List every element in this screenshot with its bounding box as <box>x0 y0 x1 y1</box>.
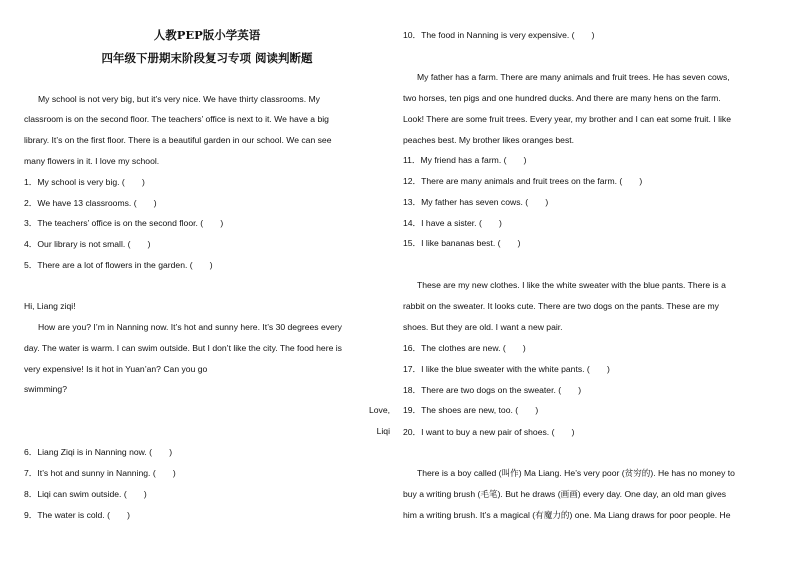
passage5-line: him a writing brush. It’s a magical (有魔力的) one. Ma Liang draws for poor people. He <box>403 510 731 520</box>
question-item: 5．There are a lot of flowers in the garden. ( ) <box>24 260 213 270</box>
passage2-line: swimming? <box>24 384 67 394</box>
question-item: 15．I like bananas best. ( ) <box>403 238 521 248</box>
question-item: 16．The clothes are new. ( ) <box>403 343 526 353</box>
worksheet-subtitle: 四年级下册期末阶段复习专项 阅读判断题 <box>101 51 313 65</box>
question-item: 18．There are two dogs on the sweater. ( ) <box>403 385 582 395</box>
passage1-line: classroom is on the second floor. The teachers’ office is next to it. We have a big <box>24 114 329 124</box>
passage1-line: My school is not very big, but it’s very nice. We have thirty classrooms. My <box>38 94 320 104</box>
passage3-line: Look! There are some fruit trees. Every year, my brother and I can eat some fruit. I like <box>403 114 731 124</box>
letter-signature: Liqi <box>376 426 390 436</box>
passage5-line: buy a writing brush (毛笔). But he draws (画画) every day. One day, an old man gives <box>403 489 727 499</box>
passage4-line: These are my new clothes. I like the white sweater with the blue pants. There is a <box>417 280 726 290</box>
question-item: 13．My father has seven cows. ( ) <box>403 197 549 207</box>
question-item: 12．There are many animals and fruit trees on the farm. ( ) <box>403 176 643 186</box>
question-item: 6．Liang Ziqi is in Nanning now. ( ) <box>24 447 173 457</box>
question-item: 2．We have 13 classrooms. ( ) <box>24 198 157 208</box>
passage3-line: My father has a farm. There are many animals and fruit trees. He has seven cows, <box>417 72 730 82</box>
passage3-line: two horses, ten pigs and one hundred ducks. And there are many hens on the farm. <box>403 93 721 103</box>
question-item: 20．I want to buy a new pair of shoes. ( ) <box>403 427 575 437</box>
passage4-line: rabbit on the sweater. It looks cute. There are two dogs on the pants. These are my <box>403 301 719 311</box>
question-item: 8．Liqi can swim outside. ( ) <box>24 489 147 499</box>
question-item: 3．The teachers’ office is on the second floor. ( ) <box>24 218 224 228</box>
question-item: 17．I like the blue sweater with the white pants. ( ) <box>403 364 610 374</box>
passage3-line: peaches best. My brother likes oranges best. <box>403 135 575 145</box>
passage2-line: very expensive! Is it hot in Yuan’an? Can you go <box>24 364 208 374</box>
passage2-line: day. The water is warm. I can swim outside. But I don’t like the city. The food here is <box>24 343 342 353</box>
passage5-line: There is a boy called (叫作) Ma Liang. He’s very poor (贫穷的). He has no money to <box>417 468 735 478</box>
passage2-line: How are you? I’m in Nanning now. It’s hot and sunny here. It’s 30 degrees every <box>38 322 342 332</box>
question-item: 1．My school is very big. ( ) <box>24 177 145 187</box>
question-item: 7．It’s hot and sunny in Nanning. ( ) <box>24 468 176 478</box>
question-item: 10．The food in Nanning is very expensive. ( ) <box>403 30 595 40</box>
letter-closing: Love, <box>368 405 390 415</box>
passage1-line: library. It’s on the first floor. There is a beautiful garden in our school. We can see <box>24 135 332 145</box>
passage1-line: many flowers in it. I love my school. <box>24 156 160 166</box>
passage4-line: shoes. But they are old. I want a new pair. <box>403 322 563 332</box>
letter-greeting: Hi, Liang ziqi! <box>24 301 76 311</box>
question-item: 14．I have a sister. ( ) <box>403 218 502 228</box>
question-item: 4．Our library is not small. ( ) <box>24 239 151 249</box>
question-item: 19．The shoes are new, too. ( ) <box>403 405 539 415</box>
question-item: 9．The water is cold. ( ) <box>24 510 131 520</box>
question-item: 11．My friend has a farm. ( ) <box>403 155 527 165</box>
worksheet-title: 人教PEP版小学英语 <box>153 28 261 42</box>
